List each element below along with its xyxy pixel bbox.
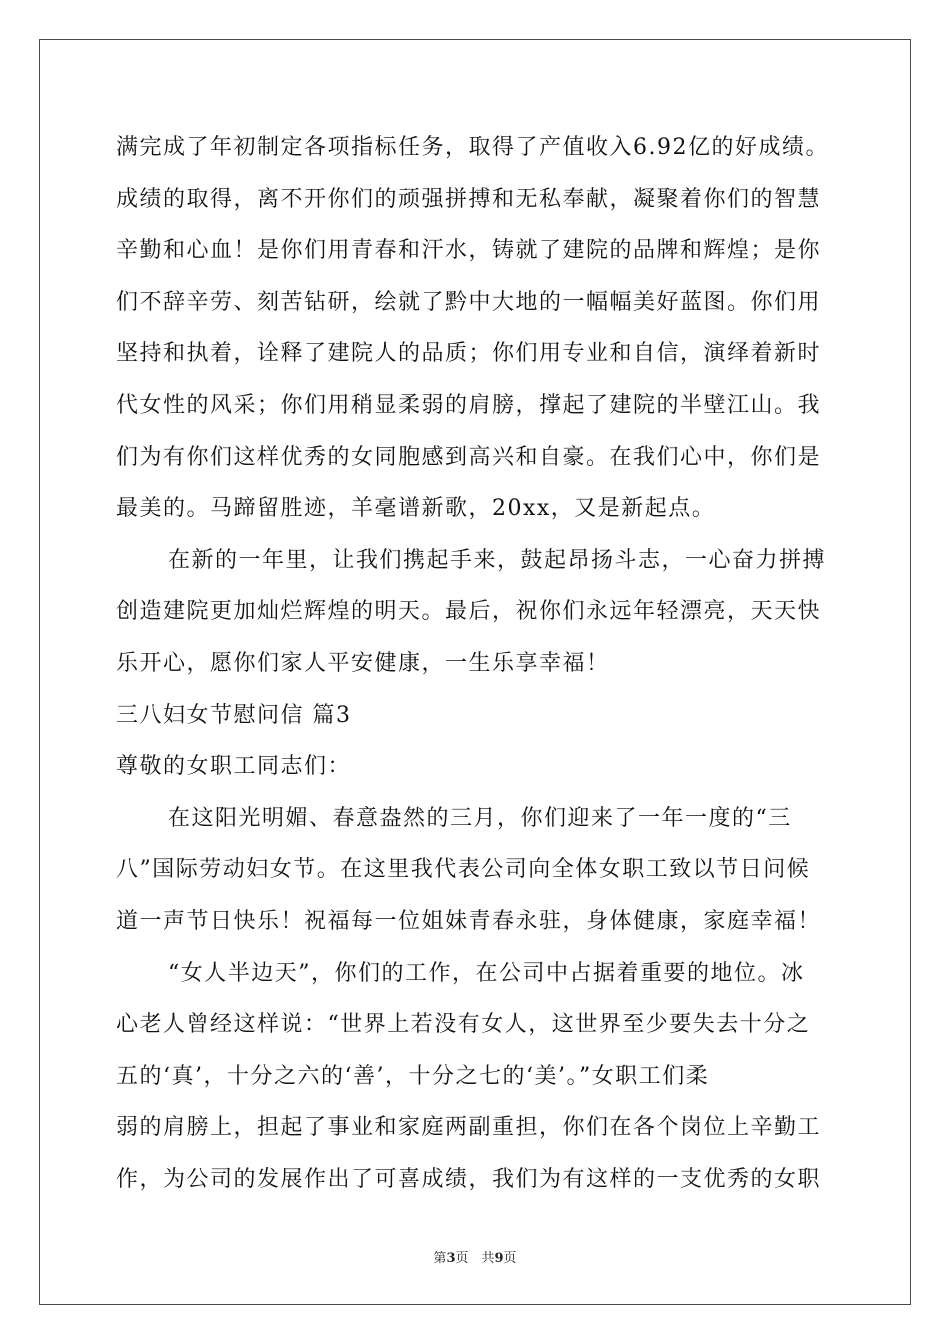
text-line: 坚持和执着，诠释了建院人的品质；你们用专业和自信，演绎着新时	[116, 341, 822, 367]
text-line: 们不辞辛劳、刻苦钻研，绘就了黔中大地的一幅幅美好蓝图。你们用	[116, 289, 822, 315]
text-line: 创造建院更加灿烂辉煌的明天。最后，祝你们永远年轻漂亮，天天快	[116, 599, 822, 625]
text-line: 乐开心，愿你们家人平安健康，一生乐享幸福！	[116, 650, 610, 676]
paragraph-start-line: “女人半边天”，你们的工作，在公司中占据着重要的地位。冰	[168, 960, 805, 986]
page-total: 9	[494, 1251, 504, 1266]
text-line: 最美的。马蹄留胜迹，羊毫谱新歌，20xx，又是新起点。	[116, 496, 716, 522]
text-line: 道一声节日快乐！祝福每一位姐妹青春永驻，身体健康，家庭幸福！	[116, 908, 822, 934]
text-line: 作，为公司的发展作出了可喜成绩，我们为有这样的一支优秀的女职	[116, 1166, 822, 1192]
page-prefix: 第	[433, 1251, 447, 1266]
text-line: 代女性的风采；你们用稍显柔弱的肩膀，撑起了建院的半壁江山。我	[116, 392, 822, 418]
salutation: 尊敬的女职工同志们：	[116, 754, 352, 780]
section-heading: 三八妇女节慰问信 篇3	[116, 702, 352, 728]
text-line: 成绩的取得，离不开你们的顽强拼搏和无私奉献，凝聚着你们的智慧	[116, 186, 822, 212]
page-mid: 页 共	[455, 1251, 495, 1266]
page-current: 3	[446, 1251, 456, 1266]
paragraph-start-line: 在新的一年里，让我们携起手来，鼓起昂扬斗志，一心奋力拼搏	[168, 547, 827, 573]
text-line: 弱的肩膀上，担起了事业和家庭两副重担，你们在各个岗位上辛勤工	[116, 1115, 822, 1141]
document-body	[116, 126, 836, 1209]
text-line: 心老人曾经这样说：“世界上若没有女人，这世界至少要失去十分之	[116, 1012, 811, 1038]
page-number-footer	[0, 1247, 950, 1266]
text-line: 辛勤和心血！是你们用青春和汗水，铸就了建院的品牌和辉煌；是你	[116, 238, 822, 264]
text-line: 八”国际劳动妇女节。在这里我代表公司向全体女职工致以节日问候	[116, 857, 811, 883]
page-suffix: 页	[503, 1251, 517, 1266]
paragraph-start-line: 在这阳光明媚、春意盎然的三月，你们迎来了一年一度的“三	[168, 805, 792, 831]
text-line: 五的‘真’，十分之六的‘善’，十分之七的‘美’。”女职工们柔	[116, 1063, 710, 1089]
text-line: 满完成了年初制定各项指标任务，取得了产值收入6.92亿的好成绩。	[116, 135, 829, 160]
text-line: 们为有你们这样优秀的女同胞感到高兴和自豪。在我们心中，你们是	[116, 444, 822, 470]
